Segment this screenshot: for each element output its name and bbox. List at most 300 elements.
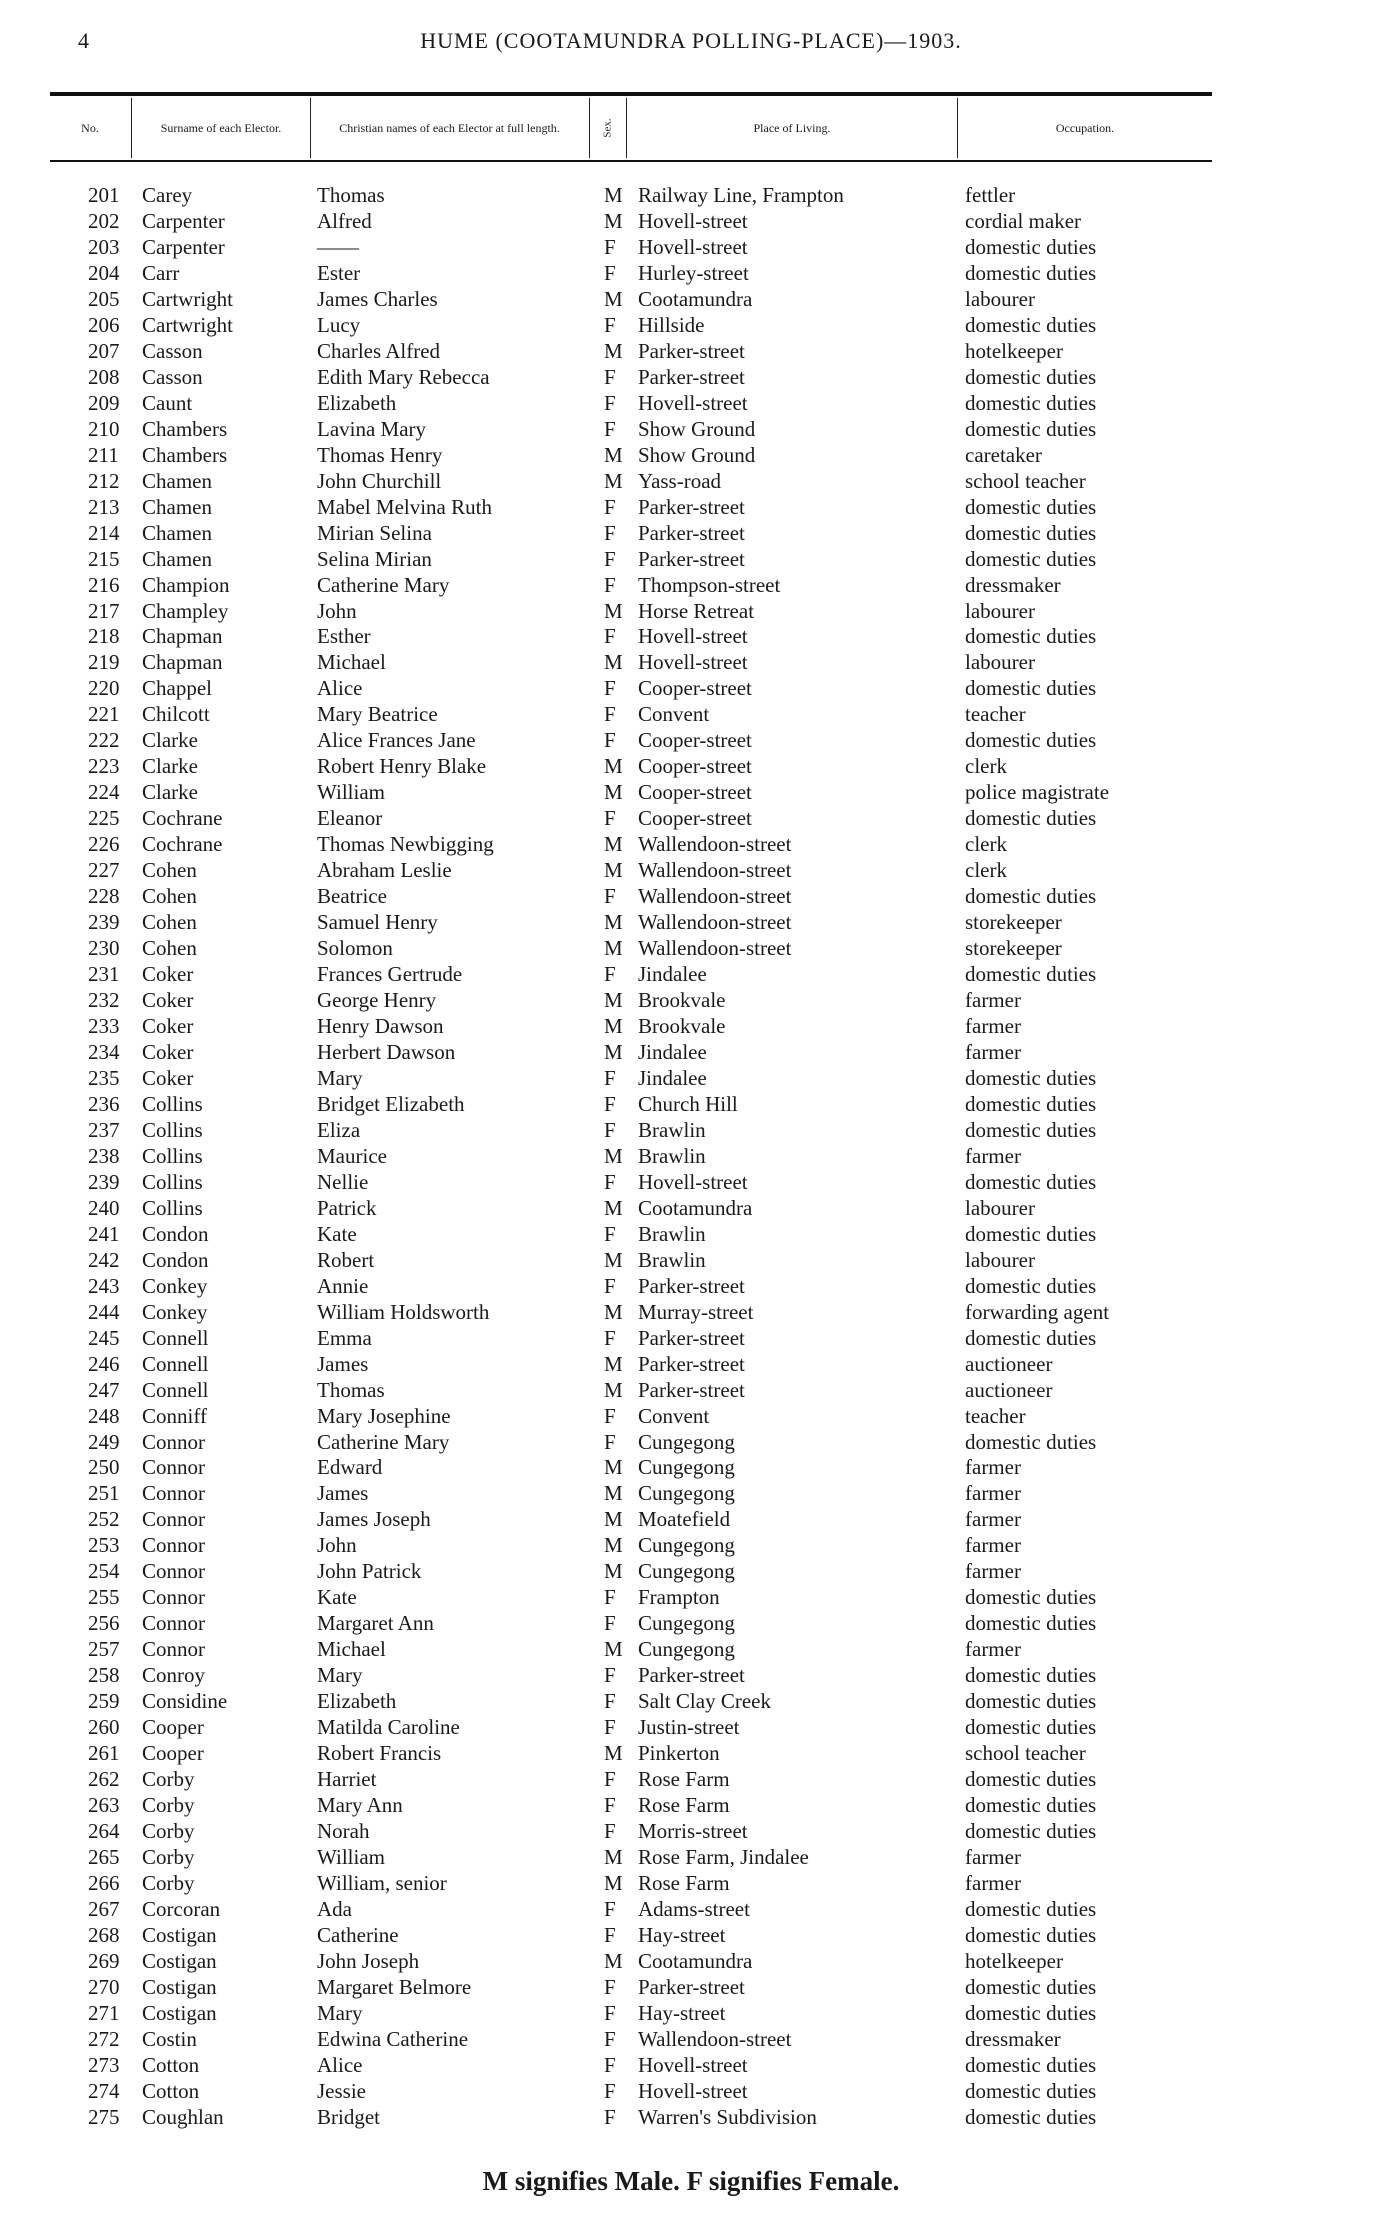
elector-surname: Caunt <box>142 390 193 415</box>
footer-note: M signifies Male. F signifies Female. <box>482 2166 900 2196</box>
elector-place-of-living: Parker-street <box>638 1325 745 1350</box>
table-row <box>0 1325 1382 1351</box>
elector-christian-names: Maurice <box>317 1143 387 1168</box>
elector-surname: Connell <box>142 1351 209 1376</box>
elector-surname: Coker <box>142 988 194 1013</box>
table-row <box>0 1896 1382 1922</box>
elector-surname: Connell <box>142 1377 209 1402</box>
elector-place-of-living: Frampton <box>638 1585 720 1610</box>
elector-place-of-living: Show Ground <box>638 416 756 441</box>
elector-place-of-living: Cungegong <box>638 1481 735 1506</box>
elector-surname: Connell <box>142 1325 209 1350</box>
elector-sex: M <box>604 780 623 805</box>
table-row <box>0 1143 1382 1169</box>
elector-surname: Corby <box>142 1845 195 1869</box>
elector-christian-names: William, senior <box>317 1870 447 1895</box>
elector-place-of-living: Hay-street <box>638 2000 726 2025</box>
elector-christian-names: Solomon <box>317 936 393 961</box>
elector-place-of-living: Wallendoon-street <box>638 858 792 883</box>
elector-place-of-living: Hovell-street <box>638 650 748 675</box>
elector-christian-names: Thomas <box>317 1377 385 1402</box>
elector-number: 236 <box>88 1091 120 1116</box>
table-row <box>0 883 1382 909</box>
elector-place-of-living: Pinkerton <box>638 1741 720 1766</box>
elector-sex: F <box>604 364 616 389</box>
elector-surname: Cotton <box>142 2052 200 2077</box>
elector-number: 244 <box>88 1299 120 1324</box>
elector-christian-names: William <box>317 1845 385 1869</box>
elector-occupation: domestic duties <box>965 390 1097 415</box>
table-row <box>0 831 1382 857</box>
elector-place-of-living: Hovell-street <box>638 2052 748 2077</box>
page-header <box>0 28 1382 68</box>
elector-sex: F <box>604 494 616 519</box>
elector-number: 260 <box>88 1715 120 1740</box>
elector-number: 205 <box>88 286 120 311</box>
elector-sex: M <box>604 598 623 623</box>
elector-place-of-living: Yass-road <box>638 468 722 493</box>
column-header-no: No. <box>81 121 99 135</box>
elector-surname: Coker <box>142 1014 194 1038</box>
elector-sex: M <box>604 183 623 207</box>
elector-number: 207 <box>88 338 120 363</box>
table-row <box>0 1480 1382 1506</box>
elector-christian-names: —— <box>317 234 359 259</box>
elector-place-of-living: Moatefield <box>638 1507 731 1532</box>
elector-christian-names: Harriet <box>317 1767 377 1792</box>
elector-number: 219 <box>88 650 120 675</box>
elector-sex: M <box>604 936 623 961</box>
table-row <box>0 1844 1382 1870</box>
elector-sex: F <box>604 2052 616 2077</box>
elector-sex: F <box>604 806 616 831</box>
table-row <box>0 1922 1382 1948</box>
elector-christian-names: Mary <box>317 1663 363 1688</box>
elector-place-of-living: Hovell-street <box>638 2078 748 2103</box>
elector-table <box>0 182 1382 2130</box>
table-row <box>0 260 1382 286</box>
elector-sex: F <box>604 1221 616 1246</box>
column-header-sex-label: Sex. <box>602 118 614 138</box>
table-row <box>0 909 1382 935</box>
table-row <box>0 208 1382 234</box>
elector-number: 264 <box>88 1819 120 1844</box>
table-row <box>0 649 1382 675</box>
elector-sex: M <box>604 1351 623 1376</box>
elector-sex: M <box>604 1845 623 1869</box>
elector-number: 265 <box>88 1845 120 1869</box>
elector-number: 209 <box>88 390 120 415</box>
elector-occupation: domestic duties <box>965 494 1097 519</box>
elector-place-of-living: Hovell-street <box>638 624 748 649</box>
elector-surname: Connor <box>142 1533 205 1558</box>
elector-sex: F <box>604 2104 616 2129</box>
elector-number: 268 <box>88 1922 120 1947</box>
column-header-sex <box>590 96 626 160</box>
elector-occupation: auctioneer <box>965 1377 1053 1402</box>
table-row <box>0 1403 1382 1429</box>
elector-place-of-living: Cooper-street <box>638 676 752 701</box>
elector-place-of-living: Justin-street <box>638 1715 740 1740</box>
elector-christian-names: Kate <box>317 1221 357 1246</box>
elector-number: 272 <box>88 2026 120 2051</box>
elector-occupation: forwarding agent <box>965 1299 1110 1324</box>
table-row <box>0 2104 1382 2130</box>
elector-number: 213 <box>88 494 120 519</box>
elector-place-of-living: Hovell-street <box>638 1169 748 1194</box>
elector-number: 206 <box>88 312 120 337</box>
table-row <box>0 1662 1382 1688</box>
elector-sex: F <box>604 1273 616 1298</box>
table-row <box>0 1221 1382 1247</box>
table-row <box>0 572 1382 598</box>
elector-occupation: domestic duties <box>965 1689 1097 1714</box>
table-row <box>0 234 1382 260</box>
elector-place-of-living: Jindalee <box>638 1065 707 1090</box>
elector-surname: Cooper <box>142 1715 204 1740</box>
elector-christian-names: Annie <box>317 1273 369 1298</box>
elector-number: 253 <box>88 1533 120 1558</box>
table-row <box>0 364 1382 390</box>
table-row <box>0 1766 1382 1792</box>
elector-christian-names: Edwina Catherine <box>317 2026 469 2051</box>
elector-occupation: farmer <box>965 1455 1021 1480</box>
elector-surname: Chamen <box>142 520 212 545</box>
elector-place-of-living: Wallendoon-street <box>638 2026 792 2051</box>
elector-occupation: hotelkeeper <box>965 338 1063 363</box>
elector-surname: Clarke <box>142 780 198 805</box>
elector-surname: Connor <box>142 1429 205 1454</box>
table-row <box>0 1273 1382 1299</box>
elector-sex: F <box>604 546 616 571</box>
elector-surname: Casson <box>142 338 203 363</box>
elector-surname: Condon <box>142 1247 209 1272</box>
elector-place-of-living: Wallendoon-street <box>638 832 792 857</box>
elector-surname: Conniff <box>142 1403 207 1428</box>
elector-occupation: domestic duties <box>965 624 1097 649</box>
elector-surname: Coughlan <box>142 2104 224 2129</box>
elector-occupation: domestic duties <box>965 728 1097 753</box>
elector-place-of-living: Cungegong <box>638 1429 735 1454</box>
elector-sex: F <box>604 1429 616 1454</box>
elector-number: 275 <box>88 2104 120 2129</box>
elector-place-of-living: Cungegong <box>638 1637 735 1662</box>
elector-place-of-living: Cooper-street <box>638 780 752 805</box>
elector-number: 251 <box>88 1481 120 1506</box>
elector-occupation: domestic duties <box>965 962 1097 987</box>
elector-christian-names: Alice <box>317 2052 363 2077</box>
elector-christian-names: Emma <box>317 1325 372 1350</box>
elector-sex: M <box>604 650 623 675</box>
elector-christian-names: Margaret Ann <box>317 1611 434 1636</box>
elector-occupation: clerk <box>965 858 1007 883</box>
elector-surname: Champley <box>142 598 229 623</box>
elector-surname: Costigan <box>142 1922 217 1947</box>
elector-place-of-living: Parker-street <box>638 1377 745 1402</box>
elector-place-of-living: Brawlin <box>638 1143 706 1168</box>
elector-sex: F <box>604 1611 616 1636</box>
elector-place-of-living: Salt Clay Creek <box>638 1689 771 1714</box>
elector-sex: F <box>604 1974 616 1999</box>
elector-christian-names: Alice Frances Jane <box>317 728 476 753</box>
elector-christian-names: Catherine Mary <box>317 572 450 597</box>
table-row <box>0 623 1382 649</box>
elector-christian-names: Bridget Elizabeth <box>317 1091 465 1116</box>
elector-occupation: farmer <box>965 1637 1021 1662</box>
elector-surname: Collins <box>142 1195 203 1220</box>
elector-sex: M <box>604 858 623 883</box>
table-row <box>0 675 1382 701</box>
elector-occupation: domestic duties <box>965 546 1097 571</box>
table-row <box>0 286 1382 312</box>
elector-place-of-living: Parker-street <box>638 494 745 519</box>
elector-sex: F <box>604 1922 616 1947</box>
elector-sex: F <box>604 1065 616 1090</box>
elector-occupation: farmer <box>965 1870 1021 1895</box>
elector-christian-names: Charles Alfred <box>317 338 441 363</box>
elector-number: 204 <box>88 260 120 285</box>
elector-place-of-living: Parker-street <box>638 546 745 571</box>
table-row <box>0 1299 1382 1325</box>
elector-surname: Cohen <box>142 910 197 935</box>
elector-surname: Costin <box>142 2026 197 2051</box>
elector-occupation: domestic duties <box>965 1221 1097 1246</box>
elector-number: 246 <box>88 1351 120 1376</box>
elector-christian-names: William <box>317 780 385 805</box>
elector-surname: Chapman <box>142 650 223 675</box>
elector-sex: F <box>604 884 616 909</box>
table-row <box>0 1454 1382 1480</box>
elector-christian-names: Catherine <box>317 1922 399 1947</box>
elector-surname: Carey <box>142 183 193 207</box>
elector-surname: Considine <box>142 1689 228 1714</box>
elector-surname: Clarke <box>142 754 198 779</box>
elector-occupation: dressmaker <box>965 572 1061 597</box>
elector-place-of-living: Cooper-street <box>638 806 752 831</box>
elector-surname: Costigan <box>142 2000 217 2025</box>
elector-occupation: farmer <box>965 1039 1021 1064</box>
elector-christian-names: Nellie <box>317 1169 369 1194</box>
elector-number: 210 <box>88 416 120 441</box>
table-row <box>0 416 1382 442</box>
elector-surname: Coker <box>142 1039 194 1064</box>
elector-surname: Corby <box>142 1870 195 1895</box>
table-row <box>0 1429 1382 1455</box>
elector-sex: F <box>604 416 616 441</box>
table-row <box>0 1247 1382 1273</box>
table-row <box>0 312 1382 338</box>
elector-surname: Chappel <box>142 676 212 701</box>
elector-christian-names: John <box>317 598 357 623</box>
elector-christian-names: Kate <box>317 1585 357 1610</box>
elector-number: 245 <box>88 1325 120 1350</box>
table-row <box>0 1974 1382 2000</box>
elector-surname: Connor <box>142 1585 205 1610</box>
elector-number: 231 <box>88 962 120 987</box>
elector-sex: M <box>604 208 623 233</box>
elector-sex: F <box>604 312 616 337</box>
table-row <box>0 1818 1382 1844</box>
elector-surname: Connor <box>142 1507 205 1532</box>
elector-sex: F <box>604 702 616 727</box>
elector-surname: Corcoran <box>142 1896 221 1921</box>
elector-christian-names: Frances Gertrude <box>317 962 463 987</box>
elector-christian-names: James Joseph <box>317 1507 431 1532</box>
elector-number: 267 <box>88 1896 120 1921</box>
elector-place-of-living: Parker-street <box>638 1273 745 1298</box>
elector-sex: M <box>604 338 623 363</box>
elector-surname: Collins <box>142 1117 203 1142</box>
elector-christian-names: Ester <box>317 260 361 285</box>
elector-surname: Carpenter <box>142 208 225 233</box>
elector-surname: Coker <box>142 962 194 987</box>
elector-number: 255 <box>88 1585 120 1610</box>
elector-number: 214 <box>88 520 120 545</box>
elector-number: 256 <box>88 1611 120 1636</box>
elector-christian-names: Thomas Newbigging <box>317 832 494 857</box>
elector-sex: M <box>604 1039 623 1064</box>
elector-surname: Connor <box>142 1611 205 1636</box>
elector-surname: Carr <box>142 260 180 285</box>
elector-occupation: farmer <box>965 1533 1021 1558</box>
elector-occupation: domestic duties <box>965 416 1097 441</box>
elector-sex: F <box>604 728 616 753</box>
elector-number: 263 <box>88 1793 120 1818</box>
elector-sex: F <box>604 1585 616 1610</box>
elector-number: 261 <box>88 1741 120 1766</box>
elector-occupation: teacher <box>965 1403 1026 1428</box>
elector-occupation: domestic duties <box>965 1273 1097 1298</box>
elector-sex: M <box>604 1299 623 1324</box>
elector-number: 271 <box>88 2000 120 2025</box>
elector-place-of-living: Cungegong <box>638 1455 735 1480</box>
elector-occupation: domestic duties <box>965 364 1097 389</box>
elector-occupation: domestic duties <box>965 1663 1097 1688</box>
elector-sex: M <box>604 832 623 857</box>
elector-occupation: storekeeper <box>965 936 1062 961</box>
elector-place-of-living: Cungegong <box>638 1611 735 1636</box>
elector-place-of-living: Cooper-street <box>638 754 752 779</box>
elector-occupation: domestic duties <box>965 676 1097 701</box>
elector-number: 224 <box>88 780 120 805</box>
table-row <box>0 1195 1382 1221</box>
table-row <box>0 1636 1382 1662</box>
elector-place-of-living: Parker-street <box>638 520 745 545</box>
elector-place-of-living: Hovell-street <box>638 208 748 233</box>
elector-sex: M <box>604 1377 623 1402</box>
header-rule-bottom <box>50 160 1212 162</box>
elector-number: 258 <box>88 1663 120 1688</box>
elector-sex: F <box>604 572 616 597</box>
table-row <box>0 1948 1382 1974</box>
elector-surname: Costigan <box>142 1974 217 1999</box>
table-row <box>0 1117 1382 1143</box>
elector-number: 234 <box>88 1039 120 1064</box>
elector-occupation: storekeeper <box>965 910 1062 935</box>
table-row <box>0 987 1382 1013</box>
elector-occupation: clerk <box>965 832 1007 857</box>
elector-christian-names: James <box>317 1481 369 1506</box>
elector-sex: M <box>604 468 623 493</box>
elector-sex: F <box>604 962 616 987</box>
elector-number: 241 <box>88 1221 120 1246</box>
elector-sex: M <box>604 1948 623 1973</box>
elector-christian-names: Mary Josephine <box>317 1403 451 1428</box>
elector-christian-names: John Patrick <box>317 1559 422 1584</box>
table-row <box>0 1013 1382 1039</box>
elector-christian-names: Lucy <box>317 312 361 337</box>
elector-sex: M <box>604 754 623 779</box>
elector-surname: Chilcott <box>142 702 210 727</box>
elector-christian-names: Thomas Henry <box>317 442 443 467</box>
elector-sex: M <box>604 1455 623 1480</box>
table-row <box>0 1039 1382 1065</box>
elector-occupation: school teacher <box>965 468 1086 493</box>
elector-number: 203 <box>88 234 120 259</box>
elector-place-of-living: Rose Farm <box>638 1767 730 1792</box>
elector-place-of-living: Parker-street <box>638 1663 745 1688</box>
elector-sex: M <box>604 1507 623 1532</box>
elector-christian-names: John <box>317 1533 357 1558</box>
elector-surname: Cohen <box>142 936 197 961</box>
elector-surname: Cochrane <box>142 832 223 857</box>
elector-occupation: school teacher <box>965 1741 1086 1766</box>
elector-christian-names: Eliza <box>317 1117 361 1142</box>
elector-surname: Cohen <box>142 884 197 909</box>
elector-place-of-living: Brookvale <box>638 988 726 1013</box>
table-row <box>0 390 1382 416</box>
elector-occupation: farmer <box>965 1845 1021 1869</box>
elector-occupation: farmer <box>965 1507 1021 1532</box>
elector-occupation: domestic duties <box>965 2104 1097 2129</box>
elector-number: 257 <box>88 1637 120 1662</box>
elector-number: 227 <box>88 858 120 883</box>
elector-surname: Chamen <box>142 546 212 571</box>
elector-christian-names: Robert Henry Blake <box>317 754 487 779</box>
elector-place-of-living: Cungegong <box>638 1559 735 1584</box>
elector-occupation: farmer <box>965 1014 1021 1038</box>
table-row <box>0 1558 1382 1584</box>
elector-sex: M <box>604 1195 623 1220</box>
elector-number: 269 <box>88 1948 120 1973</box>
elector-christian-names: Jessie <box>317 2078 366 2103</box>
elector-sex: F <box>604 624 616 649</box>
elector-number: 254 <box>88 1559 120 1584</box>
column-header-occupation: Occupation. <box>1055 121 1115 135</box>
elector-sex: F <box>604 260 616 285</box>
elector-place-of-living: Parker-street <box>638 338 745 363</box>
elector-sex: M <box>604 1741 623 1766</box>
elector-number: 242 <box>88 1247 120 1272</box>
elector-number: 225 <box>88 806 120 831</box>
elector-surname: Collins <box>142 1091 203 1116</box>
elector-christian-names: Elizabeth <box>317 1689 397 1714</box>
elector-occupation: labourer <box>965 1195 1035 1220</box>
elector-place-of-living: Convent <box>638 702 710 727</box>
table-row <box>0 1740 1382 1766</box>
page-number: 4 <box>78 28 89 53</box>
elector-sex: F <box>604 1689 616 1714</box>
elector-surname: Connor <box>142 1481 205 1506</box>
table-row <box>0 546 1382 572</box>
elector-occupation: farmer <box>965 1481 1021 1506</box>
elector-number: 240 <box>88 1195 120 1220</box>
table-row <box>0 2026 1382 2052</box>
elector-number: 248 <box>88 1403 120 1428</box>
elector-place-of-living: Wallendoon-street <box>638 910 792 935</box>
elector-number: 223 <box>88 754 120 779</box>
table-row <box>0 520 1382 546</box>
